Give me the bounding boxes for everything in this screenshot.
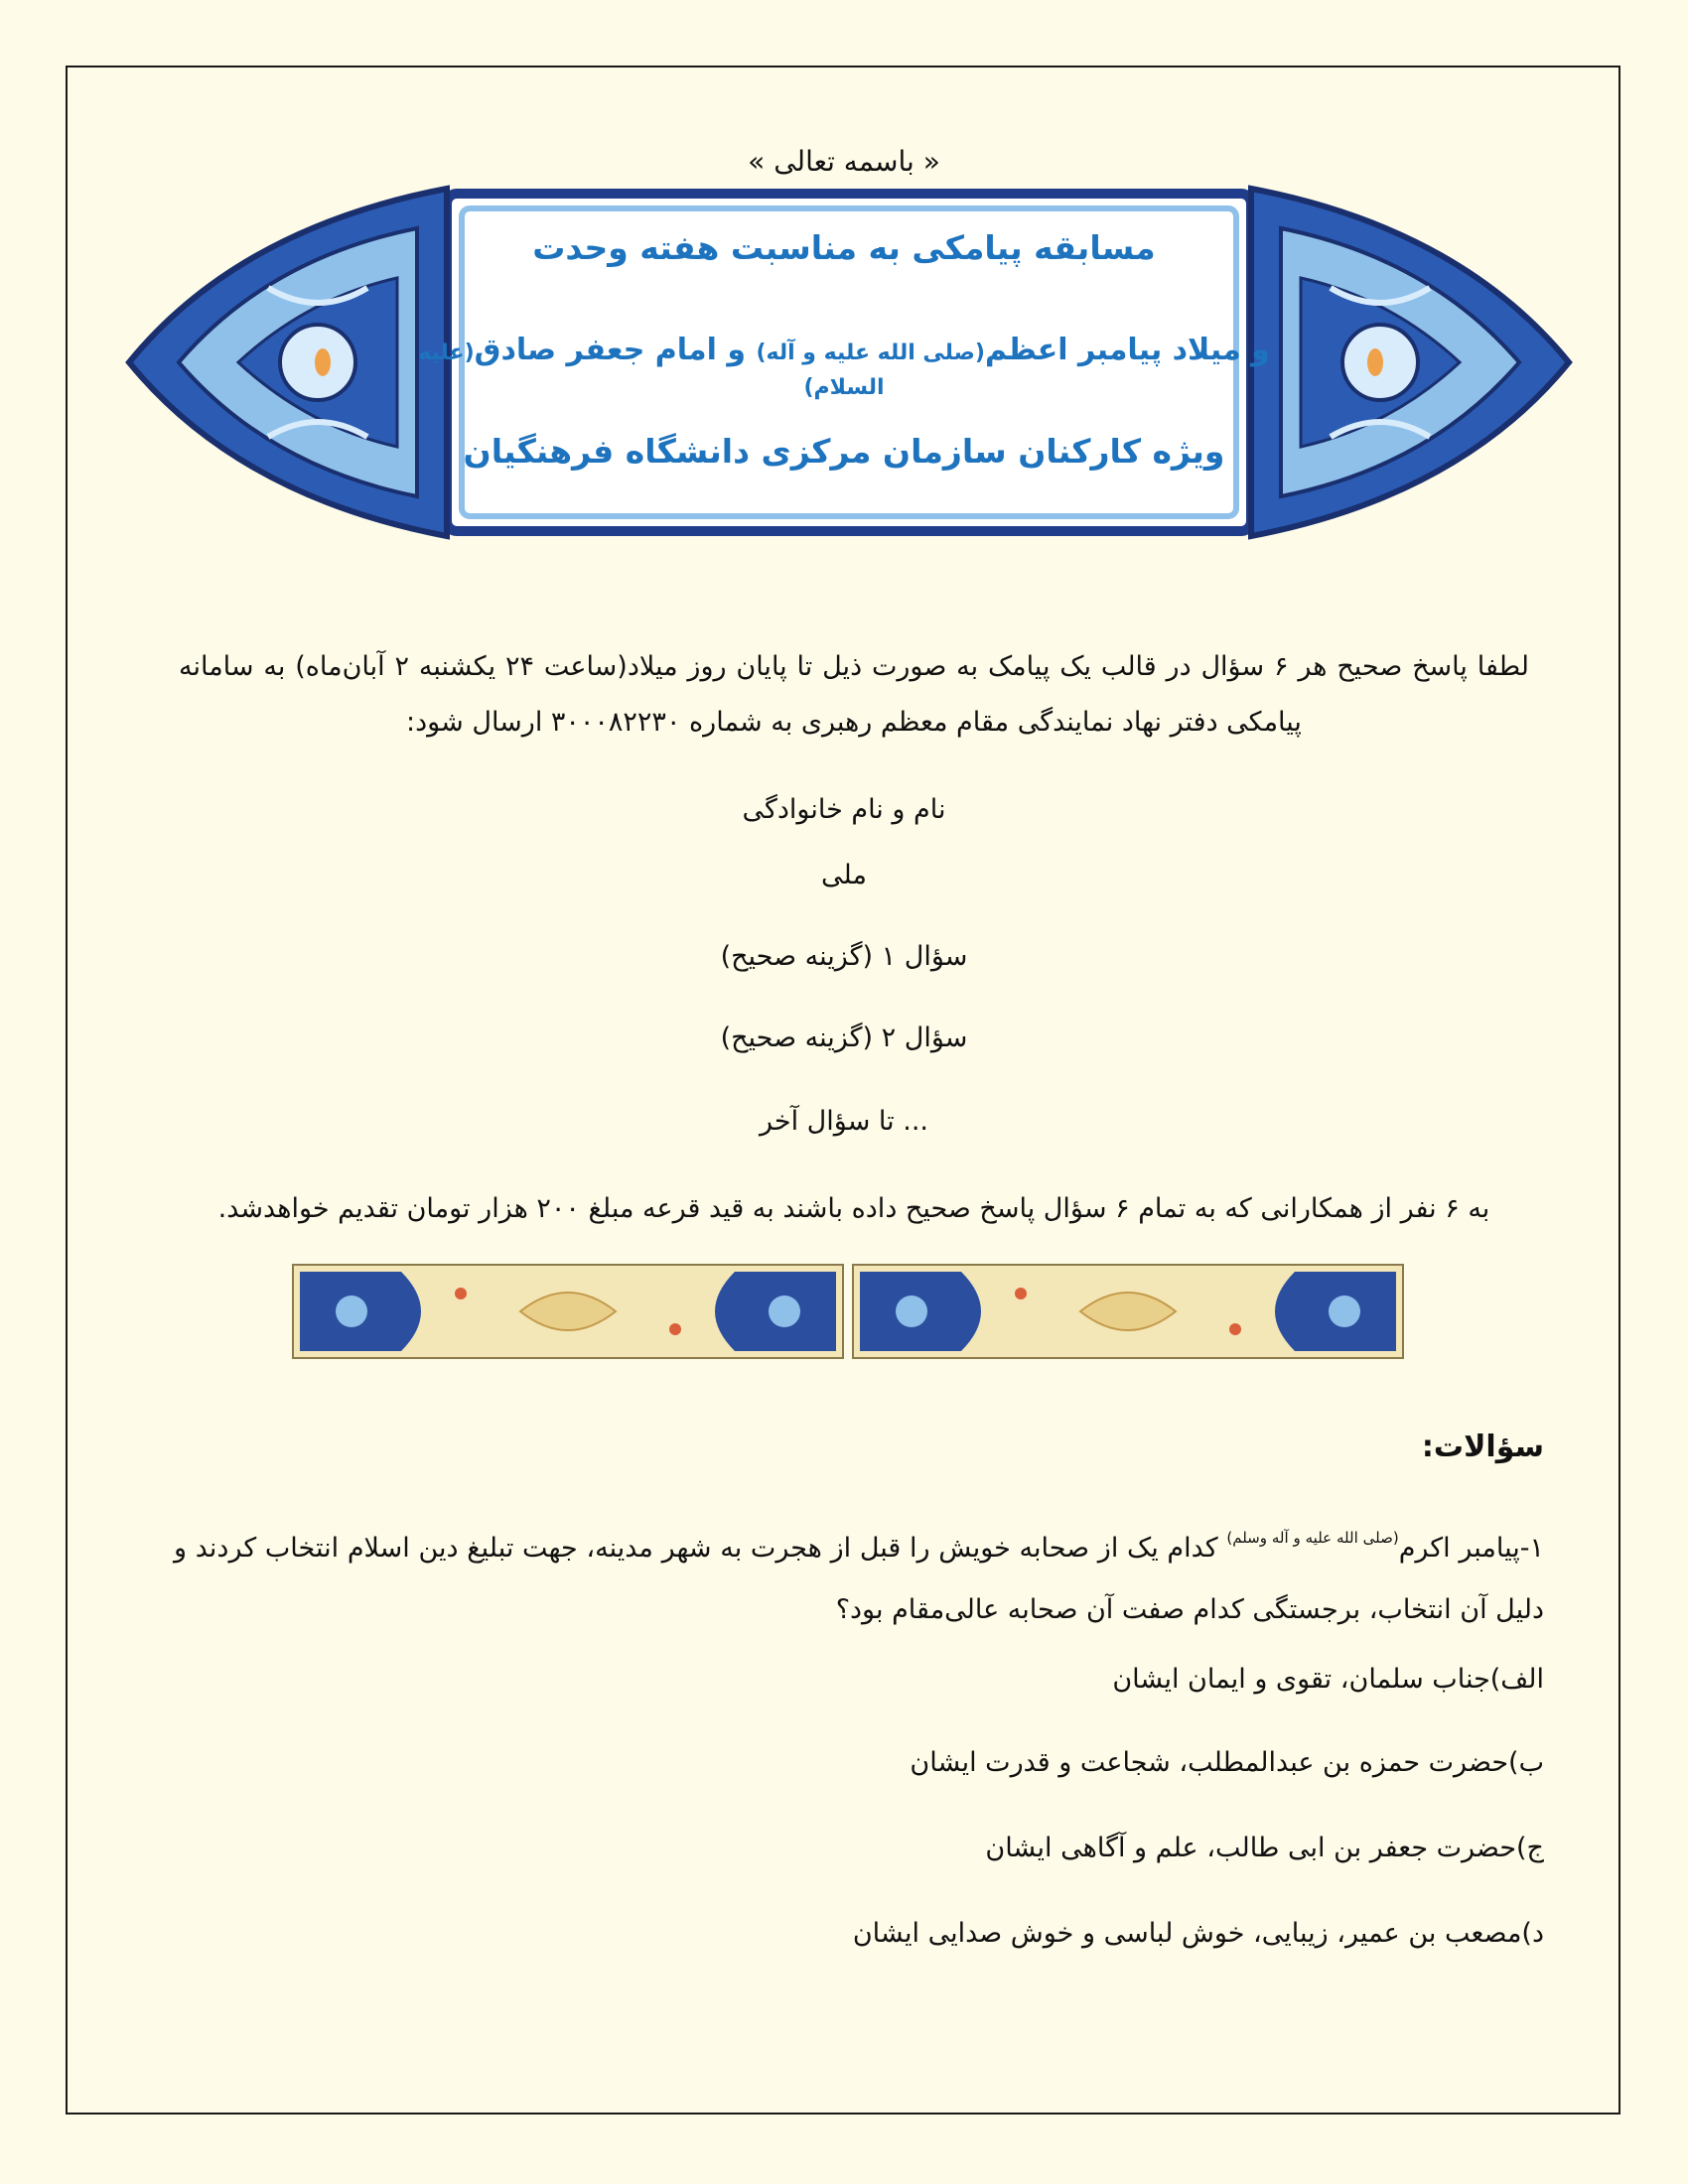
question-1-option-d: د)مصعب بن عمیر، زیبایی، خوش لباسی و خوش صدایی ایشان	[852, 1918, 1544, 1949]
format-line-q2: سؤال ۲ (گزینه صحیح)	[720, 1023, 968, 1053]
question-1-option-a: الف)جناب سلمان، تقوی و ایمان ایشان	[1112, 1664, 1544, 1695]
format-line-national: ملی	[821, 860, 867, 890]
title-line-3: ویژه کارکنان سازمان مرکزی دانشگاه فرهنگیان	[463, 432, 1225, 471]
prize-paragraph: به ۶ نفر از همکارانی که به تمام ۶ سؤال پاسخ صحیح داده باشند به قید قرعه مبلغ ۲۰۰ هزار تومان تقدیم خواهدشد.	[217, 1193, 1490, 1224]
format-line-q1: سؤال ۱ (گزینه صحیح)	[720, 941, 968, 972]
title-line-2: و میلاد پیامبر اعظم(صلی الله علیه و آله) و امام جعفر صادق(علیه السلام)	[418, 333, 1270, 400]
format-line-etc: ... تا سؤال آخر	[759, 1106, 928, 1137]
decorative-tile-strip	[292, 1264, 1404, 1359]
question-1-option-c: ج)حضرت جعفر بن ابی طالب، علم و آگاهی ایشان	[985, 1833, 1544, 1863]
intro-paragraph: لطفا پاسخ صحیح هر ۶ سؤال در قالب یک پیامک به صورت ذیل تا پایان روز میلاد(ساعت ۲۴ یکشنبه ۲ آبان‌ماه) به سامانه پیامکی دفتر نهاد نمایندگی مقام معظم رهبری به شماره ۳۰۰۰۸۲۲۳۰ ارسال شود:	[179, 651, 1529, 738]
title-line-1: مسابقه پیامکی به مناسبت هفته وحدت	[532, 228, 1156, 267]
banner-title	[397, 208, 1291, 506]
bismillah-heading: « باسمه تعالی »	[748, 145, 940, 178]
format-line-name: نام و نام خانوادگی	[742, 794, 946, 825]
question-1-text: ۱-پیامبر اکرم$^{(صلی الله علیه و آله وسلم)}$ کدام یک از صحابه خویش را قبل از هجرت به شهر مدینه، جهت تبلیغ دین اسلام انتخاب کردند و دلیل آن انتخاب، برجستگی کدام صفت آن صحابه عالی‌مقام بود؟	[174, 1529, 1545, 1625]
question-1-option-b: ب)حضرت حمزه بن عبدالمطلب، شجاعت و قدرت ایشان	[910, 1747, 1544, 1778]
questions-heading: سؤالات:	[1421, 1430, 1544, 1464]
